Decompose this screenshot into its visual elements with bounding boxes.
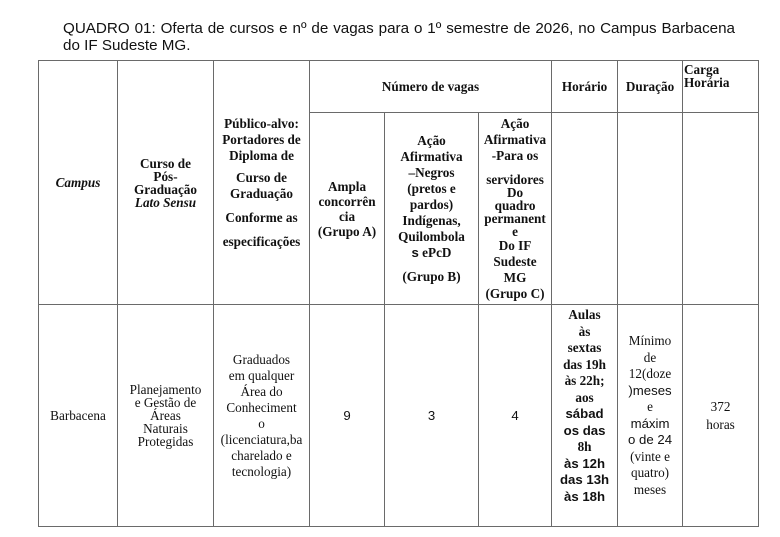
- cell-horario-line: 8h: [577, 439, 592, 454]
- header-acao-c-line: e: [512, 223, 518, 239]
- cell-horario-line: às: [578, 323, 591, 339]
- header-acao-afirmativa-b: [385, 113, 479, 305]
- header-curso-line-italic: Lato Sensu: [134, 194, 197, 210]
- header-acao-b-pcd: ePcD: [418, 244, 452, 260]
- cell-horario-line: sextas: [567, 340, 602, 355]
- cell-vagas-grupo-a: 9: [310, 305, 385, 527]
- table-caption: QUADRO 01: Oferta de cursos e nº de vagas para o 1º semestre de 2026, no Campus Barbacena do IF Sudeste MG.: [63, 20, 735, 54]
- header-horario-empty: [552, 113, 618, 305]
- cell-horario-line: às 12h: [564, 455, 606, 471]
- header-campus: Campus: [39, 61, 118, 305]
- cell-horario-line: aos: [575, 389, 594, 405]
- header-carga-horaria: [683, 61, 759, 113]
- cell-horario-line: das 19h: [563, 356, 606, 372]
- header-numero-vagas: Número de vagas: [310, 61, 552, 113]
- cell-curso-line: e Gestão de: [134, 395, 197, 410]
- cell-curso-line: Protegidas: [137, 434, 194, 449]
- cell-publico-line: Conheciment: [226, 399, 297, 415]
- header-acao-b-line: [386, 245, 477, 261]
- header-acao-b-line: Afirmativa: [400, 148, 463, 164]
- header-acao-afirmativa-c: [479, 113, 552, 305]
- cell-horario-line: Aulas: [568, 307, 601, 322]
- cell-curso-line: Áreas: [150, 408, 181, 423]
- header-acao-b-line: Indígenas,: [402, 212, 461, 228]
- cell-duracao-line: e: [647, 399, 653, 414]
- cell-duracao-line: quatro): [630, 465, 670, 480]
- header-acao-b-grupo: (Grupo B): [402, 268, 461, 284]
- cell-vagas-grupo-c: 4: [479, 305, 552, 527]
- cell-publico-line: tecnologia): [231, 463, 292, 479]
- cell-horario-line: os das: [563, 422, 606, 438]
- header-acao-c-line: Ação: [500, 115, 530, 131]
- cell-publico-line: (licenciatura,ba: [220, 431, 303, 447]
- header-acao-c-line: (Grupo C): [485, 285, 545, 301]
- header-acao-c-line: -Para os: [491, 147, 539, 163]
- header-carga-line: Horária: [684, 75, 730, 90]
- header-ampla-line: concorrên: [318, 193, 376, 209]
- cell-horario-line: às 22h;: [564, 373, 605, 388]
- header-acao-b-s: s: [411, 244, 419, 260]
- cell-duracao-line: meses: [633, 481, 667, 497]
- header-curso: [118, 61, 214, 305]
- cell-publico-line: o: [258, 415, 265, 431]
- header-curso-line: Pós-: [153, 168, 178, 184]
- header-acao-c-line: servidores: [486, 171, 544, 187]
- cell-publico-alvo: [214, 305, 310, 527]
- header-curso-line: Curso de: [140, 155, 191, 171]
- header-acao-b-line: Ação: [417, 132, 446, 148]
- cell-duracao: [618, 305, 683, 527]
- cell-curso-line: Naturais: [143, 421, 188, 436]
- header-carga-line: Carga: [684, 62, 720, 77]
- cell-carga-horaria: [683, 305, 759, 527]
- cell-duracao-line: )meses: [628, 382, 672, 398]
- header-duracao: Duração: [618, 61, 683, 113]
- cell-carga-line: 372: [710, 398, 731, 414]
- header-carga-empty: [683, 113, 759, 305]
- cell-publico-line: em qualquer: [228, 367, 295, 383]
- header-publico-alvo: [214, 61, 310, 305]
- header-publico-line: Graduação: [229, 185, 293, 201]
- header-acao-b-line: –Negros: [408, 164, 455, 180]
- header-curso-line: Graduação: [133, 181, 197, 197]
- header-ampla-line: Ampla: [327, 178, 367, 194]
- header-publico-line: Público-alvo:: [224, 115, 299, 131]
- header-publico-line: Conforme as: [225, 209, 298, 225]
- header-ampla-concorrencia: [310, 113, 385, 305]
- cell-horario: [552, 305, 618, 527]
- header-acao-c-line: permanent: [484, 210, 546, 226]
- cell-vagas-grupo-b: 3: [385, 305, 479, 527]
- cell-horario-line: das 13h: [559, 472, 610, 487]
- cell-publico-line: Área do: [240, 383, 283, 399]
- header-acao-c-line: Sudeste: [493, 253, 537, 269]
- header-acao-b-line: (pretos e: [407, 180, 456, 196]
- cell-duracao-line: máxim: [630, 415, 670, 431]
- cell-duracao-line: 12(doze: [628, 366, 672, 381]
- header-horario: Horário: [552, 61, 618, 113]
- header-duracao-empty: [618, 113, 683, 305]
- cell-horario-line: às 18h: [564, 488, 606, 504]
- header-publico-line: Portadores de: [222, 131, 301, 147]
- header-ampla-line: (Grupo A): [317, 223, 377, 239]
- header-acao-c-line: MG: [503, 269, 527, 285]
- cell-duracao-line: o de 24: [628, 432, 673, 447]
- cell-duracao-line: de: [643, 349, 657, 365]
- header-publico-line: Curso de: [236, 169, 287, 185]
- header-acao-c-line: quadro: [494, 197, 536, 213]
- cell-curso: [118, 305, 214, 527]
- header-acao-c-line: Do IF: [498, 237, 532, 253]
- cell-publico-line: Graduados: [232, 351, 291, 367]
- cell-duracao-line: Mínimo: [628, 333, 672, 348]
- header-acao-b-line: Quilombola: [398, 228, 465, 244]
- header-ampla-line: cia: [338, 208, 356, 224]
- header-publico-line: especificações: [222, 233, 301, 249]
- header-publico-line: Diploma de: [229, 147, 294, 163]
- header-acao-c-line: Afirmativa: [483, 131, 547, 147]
- table-row: [39, 305, 759, 527]
- cell-publico-line: charelado e: [231, 447, 292, 463]
- cell-duracao-line: (vinte e: [630, 448, 670, 464]
- cell-horario-line: sábad: [565, 406, 604, 421]
- header-acao-c-line: Do: [506, 184, 524, 200]
- cell-campus: Barbacena: [39, 305, 118, 527]
- header-acao-b-line: pardos): [409, 196, 454, 212]
- courses-table: [38, 60, 759, 527]
- cell-curso-line: Planejamento: [129, 382, 202, 397]
- cell-carga-line: horas: [706, 416, 735, 432]
